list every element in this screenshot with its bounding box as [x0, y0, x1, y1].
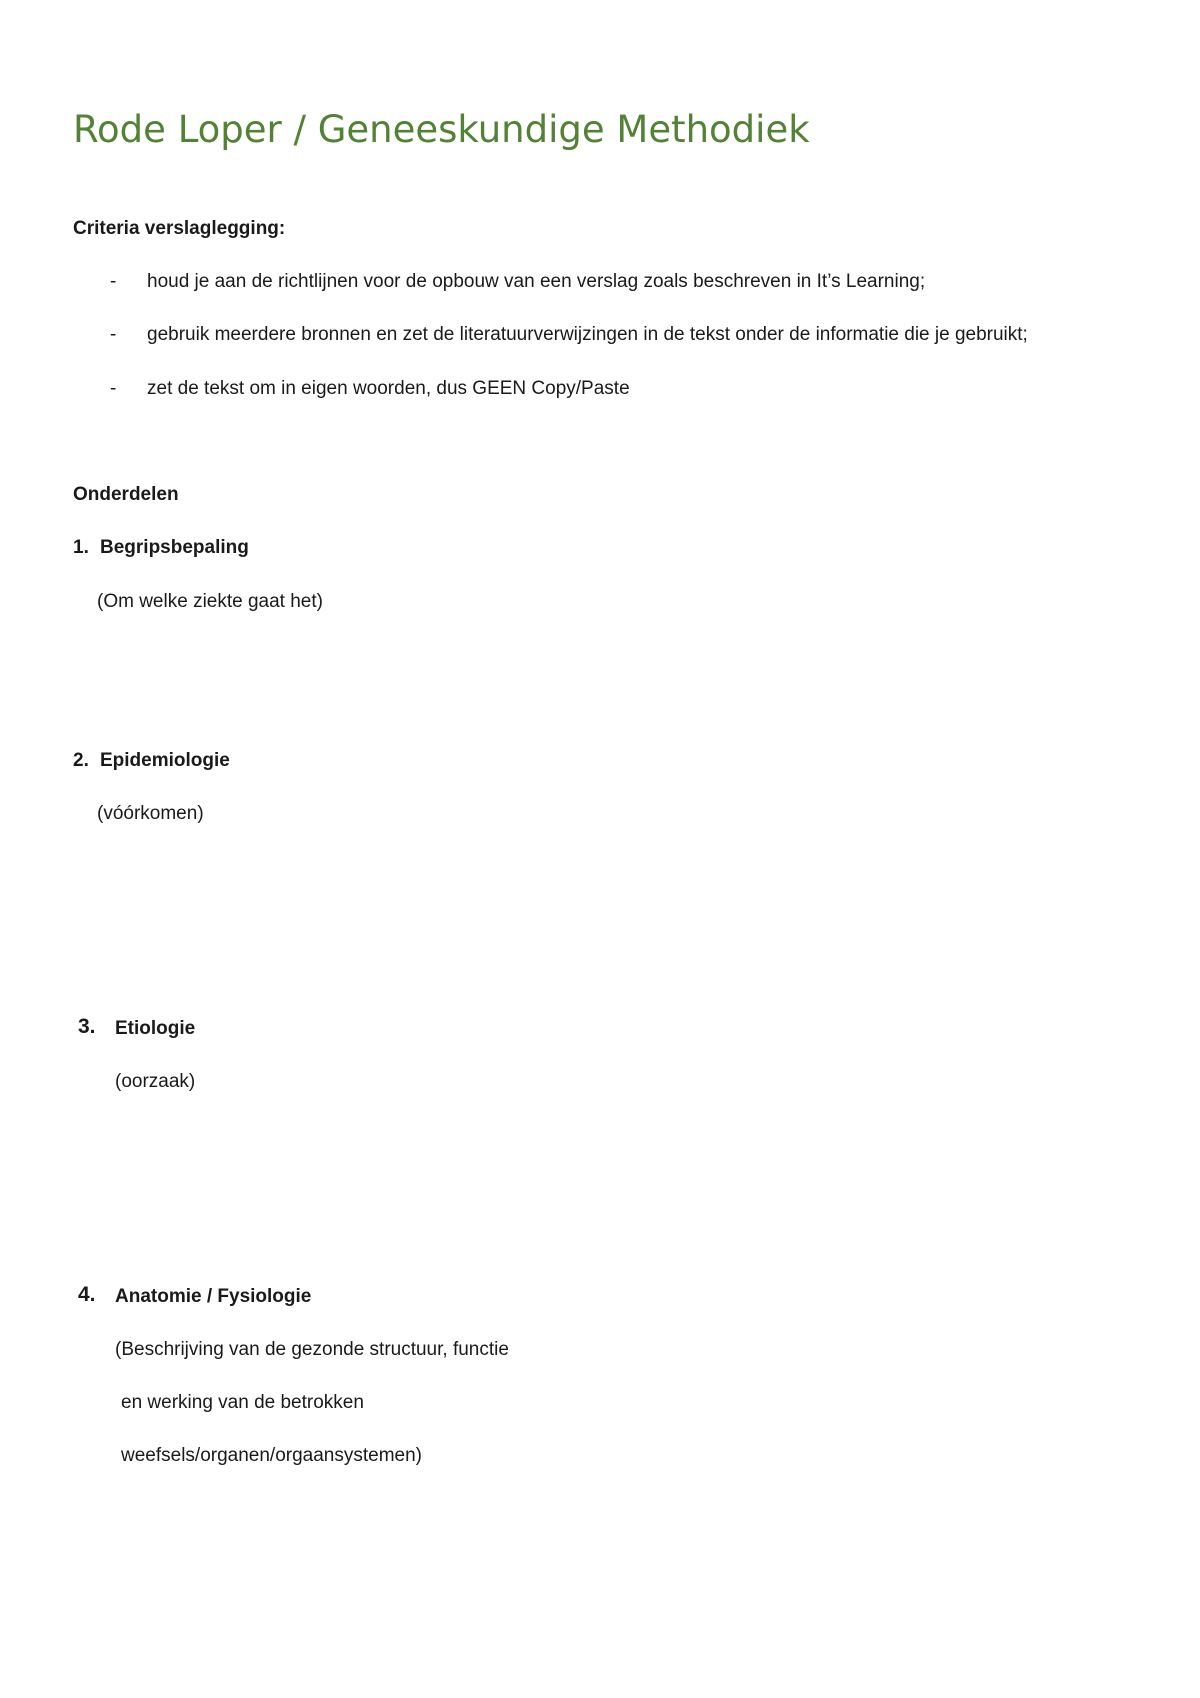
section-title: Epidemiologie	[100, 750, 230, 771]
section-title: Anatomie / Fysiologie	[115, 1286, 312, 1307]
criteria-item: houd je aan de richtlijnen voor de opbouw van een verslag zoals beschreven in It’s Learning;	[147, 271, 926, 292]
section-description: en werking van de betrokken	[121, 1392, 364, 1413]
bullet-marker: -	[110, 324, 117, 345]
criteria-heading: Criteria verslaglegging:	[73, 218, 286, 239]
section-title: Etiologie	[115, 1018, 196, 1039]
criteria-item: zet de tekst om in eigen woorden, dus GEEN Copy/Paste	[147, 378, 630, 399]
section-description: (Beschrijving van de gezonde structuur, functie	[115, 1339, 509, 1360]
section-description: (Om welke ziekte gaat het)	[97, 591, 323, 612]
bullet-marker: -	[110, 378, 117, 399]
bullet-marker: -	[110, 271, 117, 292]
section-number: 4.	[78, 1283, 96, 1306]
document-title: Rode Loper / Geneeskundige Methodiek	[73, 108, 810, 151]
section-number: 2.	[73, 750, 89, 771]
section-number: 1.	[73, 537, 89, 558]
section-number: 3.	[78, 1015, 96, 1038]
section-description: (vóórkomen)	[97, 803, 204, 824]
section-description: weefsels/organen/orgaansystemen)	[121, 1445, 423, 1466]
section-title: Begripsbepaling	[100, 537, 249, 558]
criteria-item: gebruik meerdere bronnen en zet de literatuurverwijzingen in de tekst onder de informatie die je gebruikt;	[147, 324, 1028, 345]
section-description: (oorzaak)	[115, 1071, 196, 1092]
parts-heading: Onderdelen	[73, 484, 179, 505]
